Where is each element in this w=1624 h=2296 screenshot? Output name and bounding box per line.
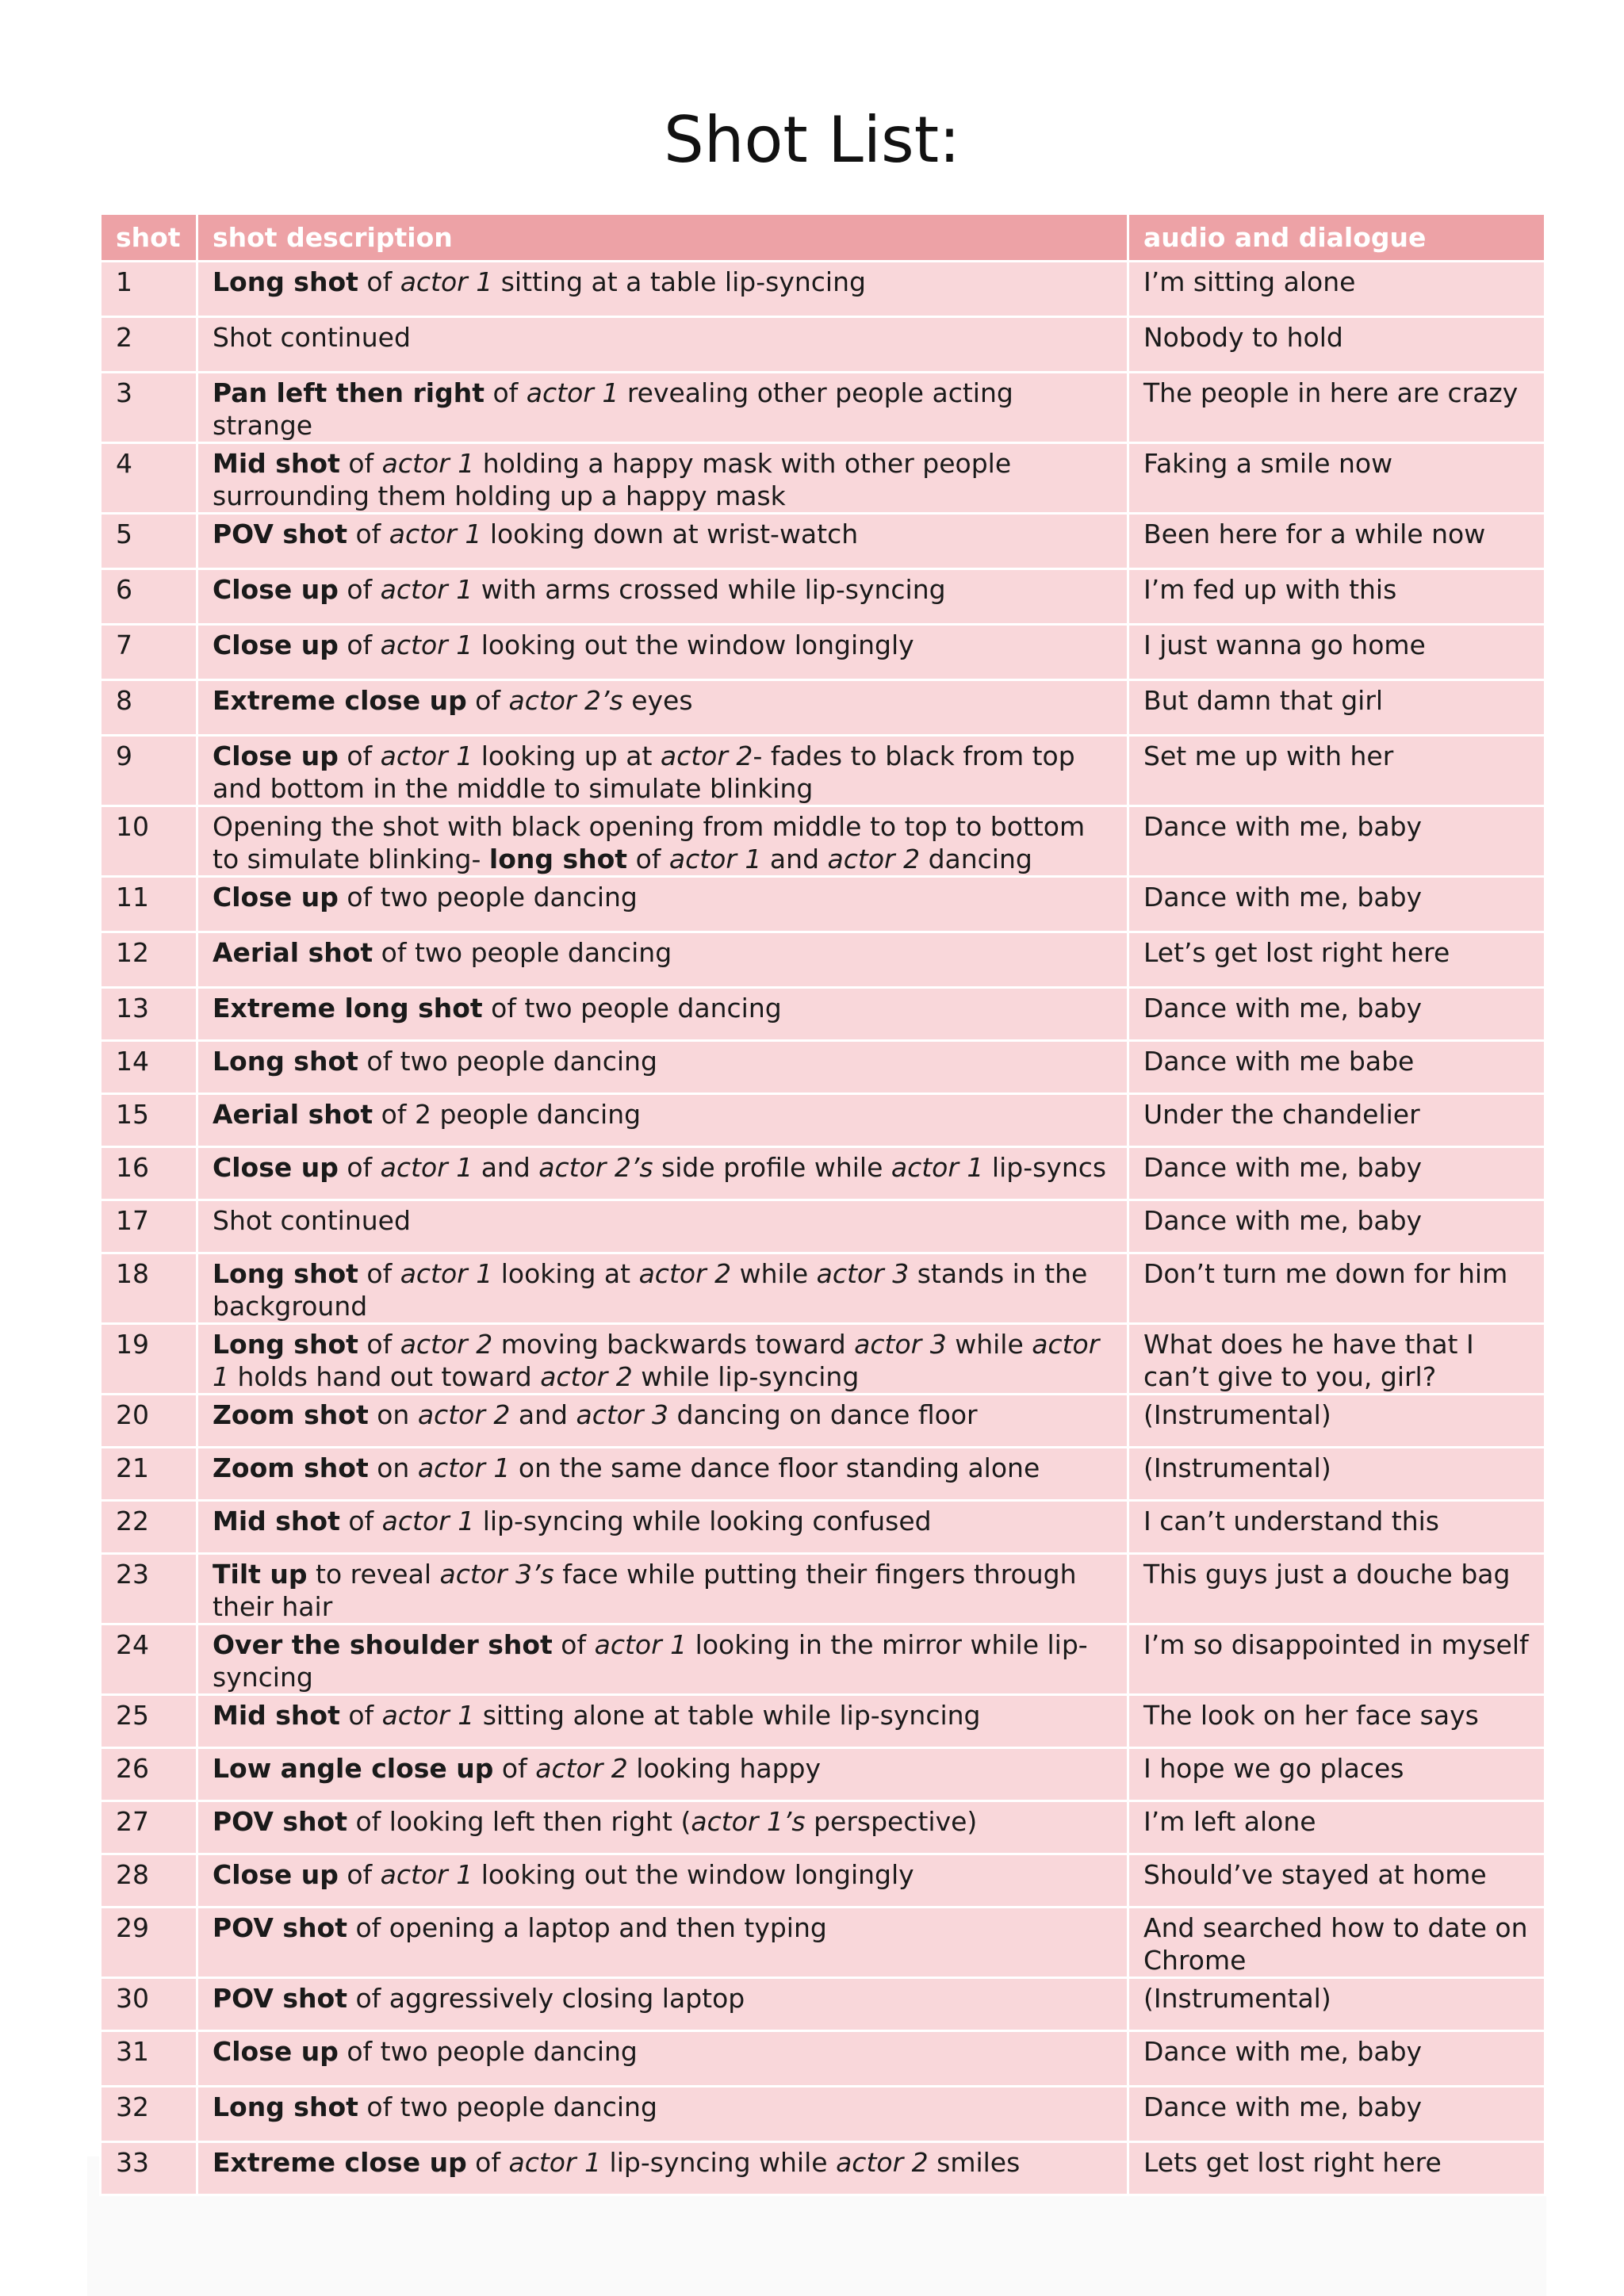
actor-ref: actor 2: [417, 1399, 511, 1430]
shot-description: [197, 373, 1128, 443]
description-text: and: [510, 1399, 576, 1430]
description-text: of: [338, 1859, 381, 1890]
audio-dialogue: Should’ve stayed at home: [1128, 1854, 1545, 1908]
table-row: [101, 932, 1545, 988]
shot-number: 31: [101, 2031, 197, 2087]
table-row: [101, 1253, 1545, 1324]
shot-number: 4: [101, 443, 197, 514]
description-text: on the same dance floor standing alone: [510, 1452, 1040, 1483]
header-shot-description: shot description: [197, 214, 1128, 262]
table-row: [101, 1624, 1545, 1695]
table-row: [101, 1695, 1545, 1748]
shot-description: [197, 1624, 1128, 1695]
shot-number: 5: [101, 514, 197, 569]
description-text: of: [347, 519, 389, 549]
actor-ref: actor 2: [540, 1361, 633, 1392]
description-text: of opening a laptop and then typing: [347, 1912, 827, 1943]
actor-ref: actor 1: [891, 1152, 984, 1183]
shot-description: [197, 736, 1128, 806]
shot-type: Close up: [213, 574, 339, 605]
shot-type: POV shot: [213, 1806, 347, 1837]
actor-ref: actor 2’s: [538, 1152, 653, 1183]
table-row: [101, 1978, 1545, 2031]
table-row: [101, 1801, 1545, 1854]
audio-dialogue: (Instrumental): [1128, 1448, 1545, 1501]
description-text: perspective): [805, 1806, 978, 1837]
table-row: [101, 736, 1545, 806]
description-text: side profile while: [653, 1152, 891, 1183]
shot-type: Extreme long shot: [213, 993, 483, 1024]
actor-ref: actor 1: [380, 1152, 473, 1183]
audio-dialogue: Dance with me, baby: [1128, 806, 1545, 877]
actor-ref: actor 3: [854, 1329, 947, 1360]
description-text: of two people dancing: [338, 882, 638, 913]
shot-number: 21: [101, 1448, 197, 1501]
description-text: of: [466, 685, 509, 716]
description-text: of: [339, 448, 382, 479]
description-text: of: [627, 844, 669, 874]
description-text: holds hand out toward: [229, 1361, 541, 1392]
shot-type: Long shot: [213, 1329, 358, 1360]
audio-dialogue: But damn that girl: [1128, 680, 1545, 736]
table-row: [101, 1200, 1545, 1253]
shot-type: Zoom shot: [213, 1399, 369, 1430]
description-text: stands in the background: [213, 1258, 1088, 1322]
audio-dialogue: Set me up with her: [1128, 736, 1545, 806]
actor-ref: actor 1: [508, 2147, 602, 2178]
description-text: and: [761, 844, 828, 874]
audio-dialogue: And searched how to date on Chrome: [1128, 1908, 1545, 1978]
audio-dialogue: I hope we go places: [1128, 1748, 1545, 1801]
description-text: - fades to black from top and bottom in the middle to simulate blinking: [213, 740, 1075, 804]
shot-type: Close up: [213, 2036, 339, 2067]
shot-number: 18: [101, 1253, 197, 1324]
actor-ref: actor 1: [381, 1700, 475, 1731]
shot-description: [197, 877, 1128, 932]
description-text: looking at: [492, 1258, 639, 1289]
actor-ref: actor 1’s: [691, 1806, 806, 1837]
description-text: of: [358, 1329, 400, 1360]
description-text: while: [731, 1258, 817, 1289]
actor-ref: actor 2’s: [508, 685, 623, 716]
shot-number: 30: [101, 1978, 197, 2031]
shot-type: Long shot: [213, 1258, 358, 1289]
shot-number: 16: [101, 1147, 197, 1200]
shot-description: [197, 262, 1128, 317]
shot-description: [197, 514, 1128, 569]
shot-number: 2: [101, 317, 197, 373]
description-text: looking down at wrist-watch: [481, 519, 859, 549]
shot-number: 7: [101, 625, 197, 680]
description-text: Shot continued: [213, 1205, 411, 1236]
description-text: of two people dancing: [482, 993, 782, 1024]
description-text: of: [493, 1753, 536, 1784]
shot-type: POV shot: [213, 1983, 347, 2014]
shot-type: Long shot: [213, 266, 358, 297]
description-text: of 2 people dancing: [373, 1099, 642, 1130]
shot-description: [197, 1801, 1128, 1854]
audio-dialogue: I just wanna go home: [1128, 625, 1545, 680]
actor-ref: actor 1: [594, 1629, 688, 1660]
description-text: of two people dancing: [373, 937, 672, 968]
shot-type: POV shot: [213, 1912, 347, 1943]
shot-description: [197, 1041, 1128, 1094]
header-shot: shot: [101, 214, 197, 262]
shot-number: 28: [101, 1854, 197, 1908]
table-row: [101, 625, 1545, 680]
audio-dialogue: Nobody to hold: [1128, 317, 1545, 373]
shot-number: 11: [101, 877, 197, 932]
table-body: [101, 262, 1545, 2195]
shot-description: [197, 1554, 1128, 1624]
description-text: lip-syncing while: [601, 2147, 837, 2178]
audio-dialogue: Dance with me, baby: [1128, 2087, 1545, 2142]
description-text: of: [484, 377, 527, 408]
shot-description: [197, 317, 1128, 373]
table-row: [101, 1147, 1545, 1200]
audio-dialogue: Dance with me, baby: [1128, 2031, 1545, 2087]
shot-type: Mid shot: [213, 1506, 340, 1536]
description-text: of: [339, 1506, 382, 1536]
actor-ref: actor 1: [526, 377, 619, 408]
shot-description: [197, 1094, 1128, 1147]
shot-number: 26: [101, 1748, 197, 1801]
shot-description: [197, 806, 1128, 877]
description-text: dancing: [920, 844, 1032, 874]
actor-ref: actor 2: [535, 1753, 628, 1784]
table-row: [101, 1748, 1545, 1801]
table-row: [101, 1501, 1545, 1554]
description-text: Shot continued: [213, 322, 411, 353]
shot-list-table: [99, 212, 1546, 2196]
description-text: of looking left then right (: [347, 1806, 691, 1837]
shot-number: 10: [101, 806, 197, 877]
table-row: [101, 680, 1545, 736]
shot-description: [197, 1978, 1128, 2031]
actor-ref: actor 1: [400, 266, 493, 297]
table-row: [101, 1395, 1545, 1448]
shot-description: [197, 625, 1128, 680]
shot-description: [197, 2031, 1128, 2087]
shot-type: Close up: [213, 740, 339, 771]
table-header-row: [101, 214, 1545, 262]
shot-description: [197, 1253, 1128, 1324]
shot-type: Extreme close up: [213, 685, 467, 716]
shot-type: Aerial shot: [213, 1099, 373, 1130]
description-text: of: [358, 266, 400, 297]
shot-type: Close up: [213, 882, 339, 913]
shot-number: 20: [101, 1395, 197, 1448]
description-text: of: [466, 2147, 509, 2178]
shot-description: [197, 1695, 1128, 1748]
shot-type: POV shot: [213, 519, 347, 549]
actor-ref: actor 1: [380, 1859, 473, 1890]
table-row: [101, 373, 1545, 443]
description-text: of two people dancing: [358, 1046, 657, 1077]
audio-dialogue: I can’t understand this: [1128, 1501, 1545, 1554]
description-text: face while putting their fingers through their hair: [213, 1559, 1077, 1622]
description-text: of: [338, 574, 381, 605]
description-text: while lip-syncing: [632, 1361, 860, 1392]
shot-number: 13: [101, 988, 197, 1041]
shot-description: [197, 569, 1128, 625]
description-text: on: [368, 1452, 418, 1483]
description-text: with arms crossed while lip-syncing: [473, 574, 946, 605]
header-audio-dialogue: audio and dialogue: [1128, 214, 1545, 262]
shot-type: Long shot: [213, 2091, 358, 2122]
table-row: [101, 443, 1545, 514]
description-text: of: [552, 1629, 595, 1660]
shot-number: 27: [101, 1801, 197, 1854]
shot-description: [197, 988, 1128, 1041]
description-text: to reveal: [307, 1559, 440, 1590]
actor-ref: actor 2: [638, 1258, 732, 1289]
description-text: on: [368, 1399, 418, 1430]
actor-ref: actor 1: [400, 1258, 493, 1289]
description-text: of: [338, 740, 381, 771]
description-text: lip-syncing while looking confused: [474, 1506, 932, 1536]
audio-dialogue: This guys just a douche bag: [1128, 1554, 1545, 1624]
table-row: [101, 2087, 1545, 2142]
table-row: [101, 1908, 1545, 1978]
audio-dialogue: Lets get lost right here: [1128, 2142, 1545, 2195]
shot-number: 9: [101, 736, 197, 806]
actor-ref: actor 3: [816, 1258, 910, 1289]
audio-dialogue: (Instrumental): [1128, 1395, 1545, 1448]
table-row: [101, 1094, 1545, 1147]
shot-description: [197, 1501, 1128, 1554]
audio-dialogue: I’m left alone: [1128, 1801, 1545, 1854]
audio-dialogue: I’m so disappointed in myself: [1128, 1624, 1545, 1695]
audio-dialogue: Dance with me, baby: [1128, 1147, 1545, 1200]
description-text: looking up at: [473, 740, 661, 771]
audio-dialogue: Dance with me, baby: [1128, 1200, 1545, 1253]
audio-dialogue: I’m fed up with this: [1128, 569, 1545, 625]
shot-description: [197, 1448, 1128, 1501]
shot-type: Over the shoulder shot: [213, 1629, 553, 1660]
audio-dialogue: Faking a smile now: [1128, 443, 1545, 514]
description-text: moving backwards toward: [492, 1329, 855, 1360]
shot-description: [197, 1147, 1128, 1200]
shot-description: [197, 2087, 1128, 2142]
table-row: [101, 262, 1545, 317]
actor-ref: actor 2: [827, 844, 921, 874]
shot-number: 17: [101, 1200, 197, 1253]
shot-number: 22: [101, 1501, 197, 1554]
shot-description: [197, 1854, 1128, 1908]
audio-dialogue: What does he have that I can’t give to you, girl?: [1128, 1324, 1545, 1395]
description-text: while: [946, 1329, 1032, 1360]
shot-description: [197, 1324, 1128, 1395]
shot-number: 15: [101, 1094, 197, 1147]
shot-type: Pan left then right: [213, 377, 485, 408]
description-text: of aggressively closing laptop: [347, 1983, 745, 2014]
shot-description: [197, 1200, 1128, 1253]
actor-ref: actor 1: [213, 1329, 1100, 1392]
actor-ref: actor 2: [660, 740, 753, 771]
shot-description: [197, 1748, 1128, 1801]
description-text: of: [358, 1258, 400, 1289]
shot-number: 19: [101, 1324, 197, 1395]
actor-ref: actor 1: [381, 448, 475, 479]
description-text: of: [339, 1700, 382, 1731]
table-row: [101, 1324, 1545, 1395]
shot-type: Mid shot: [213, 448, 340, 479]
shot-number: 24: [101, 1624, 197, 1695]
audio-dialogue: The look on her face says: [1128, 1695, 1545, 1748]
audio-dialogue: Under the chandelier: [1128, 1094, 1545, 1147]
shot-type: Extreme close up: [213, 2147, 467, 2178]
table-row: [101, 514, 1545, 569]
shot-type: Close up: [213, 629, 339, 660]
shot-number: 1: [101, 262, 197, 317]
description-text: of: [338, 1152, 381, 1183]
shot-type: Long shot: [213, 1046, 358, 1077]
shot-number: 32: [101, 2087, 197, 2142]
actor-ref: actor 1: [381, 1506, 475, 1536]
table-row: [101, 569, 1545, 625]
shot-number: 29: [101, 1908, 197, 1978]
actor-ref: actor 2: [400, 1329, 493, 1360]
table-row: [101, 806, 1545, 877]
shot-type: Aerial shot: [213, 937, 373, 968]
audio-dialogue: Don’t turn me down for him: [1128, 1253, 1545, 1324]
table-row: [101, 2142, 1545, 2195]
shot-type: Mid shot: [213, 1700, 340, 1731]
table-row: [101, 988, 1545, 1041]
description-text: and: [473, 1152, 539, 1183]
description-text: of: [338, 629, 381, 660]
shot-number: 6: [101, 569, 197, 625]
audio-dialogue: Dance with me babe: [1128, 1041, 1545, 1094]
actor-ref: actor 3’s: [439, 1559, 554, 1590]
description-text: eyes: [622, 685, 693, 716]
shot-number: 3: [101, 373, 197, 443]
audio-dialogue: Dance with me, baby: [1128, 877, 1545, 932]
audio-dialogue: Let’s get lost right here: [1128, 932, 1545, 988]
shot-number: 33: [101, 2142, 197, 2195]
actor-ref: actor 1: [417, 1452, 511, 1483]
description-text: holding a happy mask with other people surrounding them holding up a happy mask: [213, 448, 1012, 511]
description-text: of two people dancing: [338, 2036, 638, 2067]
description-text: looking out the window longingly: [473, 1859, 914, 1890]
table-row: [101, 1854, 1545, 1908]
table-row: [101, 1448, 1545, 1501]
audio-dialogue: The people in here are crazy: [1128, 373, 1545, 443]
description-text: dancing on dance floor: [668, 1399, 978, 1430]
description-text: lip-syncs: [983, 1152, 1107, 1183]
actor-ref: actor 3: [576, 1399, 669, 1430]
shot-type: Tilt up: [213, 1559, 308, 1590]
table-row: [101, 877, 1545, 932]
actor-ref: actor 1: [668, 844, 762, 874]
shot-description: [197, 1395, 1128, 1448]
audio-dialogue: Dance with me, baby: [1128, 988, 1545, 1041]
shot-type: Low angle close up: [213, 1753, 494, 1784]
description-text: Opening the shot with black opening from middle to top to bottom to simulate blinking-: [213, 811, 1086, 874]
audio-dialogue: I’m sitting alone: [1128, 262, 1545, 317]
description-text: revealing other people acting strange: [213, 377, 1013, 441]
shot-type: Close up: [213, 1152, 339, 1183]
actor-ref: actor 2: [836, 2147, 929, 2178]
shot-description: [197, 2142, 1128, 2195]
table-row: [101, 1554, 1545, 1624]
table-row: [101, 1041, 1545, 1094]
shot-description: [197, 932, 1128, 988]
actor-ref: actor 1: [380, 574, 473, 605]
description-text: sitting alone at table while lip-syncing: [474, 1700, 981, 1731]
shot-number: 8: [101, 680, 197, 736]
shot-description: [197, 1908, 1128, 1978]
description-text: sitting at a table lip-syncing: [492, 266, 866, 297]
shot-type: Zoom shot: [213, 1452, 369, 1483]
shot-number: 12: [101, 932, 197, 988]
shot-number: 23: [101, 1554, 197, 1624]
actor-ref: actor 1: [389, 519, 482, 549]
shot-type: long shot: [488, 844, 628, 874]
description-text: of two people dancing: [358, 2091, 657, 2122]
shot-number: 14: [101, 1041, 197, 1094]
shot-description: [197, 680, 1128, 736]
description-text: looking happy: [627, 1753, 822, 1784]
actor-ref: actor 1: [380, 740, 473, 771]
audio-dialogue: (Instrumental): [1128, 1978, 1545, 2031]
shot-description: [197, 443, 1128, 514]
actor-ref: actor 1: [380, 629, 473, 660]
shot-type: Close up: [213, 1859, 339, 1890]
audio-dialogue: Been here for a while now: [1128, 514, 1545, 569]
description-text: looking in the mirror while lip-syncing: [213, 1629, 1088, 1693]
table-row: [101, 2031, 1545, 2087]
shot-number: 25: [101, 1695, 197, 1748]
description-text: looking out the window longingly: [473, 629, 914, 660]
table-row: [101, 317, 1545, 373]
description-text: smiles: [928, 2147, 1021, 2178]
page-title: Shot List:: [663, 103, 961, 177]
